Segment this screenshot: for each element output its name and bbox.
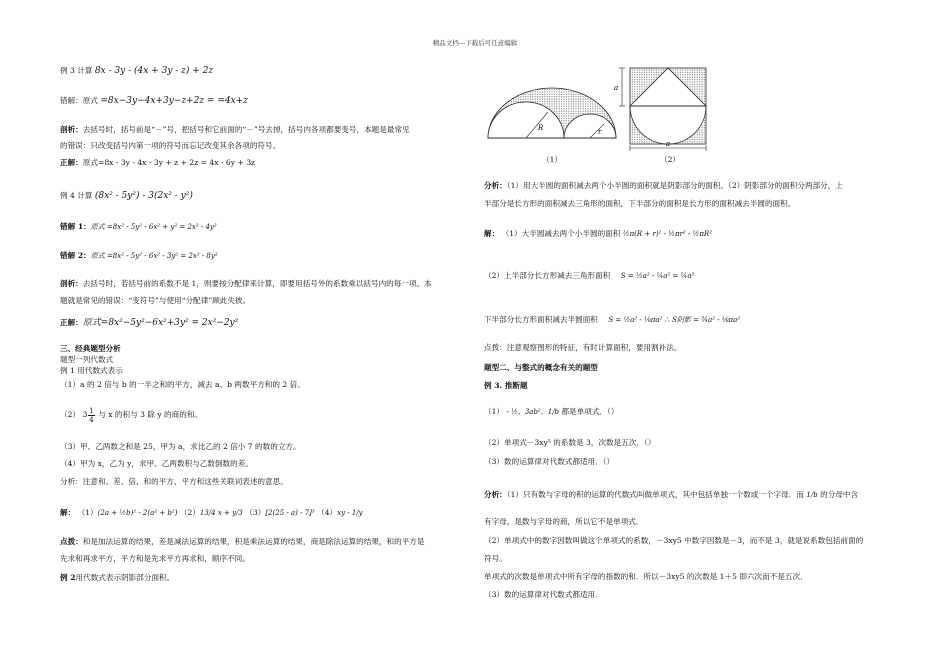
analysis-2-text-a: 去括号时，若括号前的系数不是 1，则要按分配律来计算，即要用括号外的系数乘以括号内的每一项。本 <box>82 279 432 288</box>
right-analysis-text-a: （1）用大半圆的面积减去两个小半圆的面积就是阴影部分的面积。（2）阴影部分的面积分两部分，上 <box>506 181 843 190</box>
tips-label: 点拨： <box>60 537 83 546</box>
wrong-solution-1-label: 错解 1： <box>60 222 91 231</box>
question-type-2: 题型二、与整式的概念有关的题型 <box>484 363 598 372</box>
right-solution-1-expression: ½π(R + r)² - ½πr² - ½πR² <box>622 230 712 238</box>
figure-1-caption: （1） <box>542 155 563 164</box>
right-analysis-2-fraction: 1/b <box>806 491 818 499</box>
question-type-1: 题型一列代数式 <box>60 355 114 364</box>
right-solution-3-expression-b: S阴影 = ¾a² - ⅛πa² <box>672 316 741 324</box>
solution-2-number: （2） <box>179 508 200 517</box>
right-analysis-2-text-d: （2）单项式中的数字因数叫做这个单项式的系数，－3xy5 中数字因数是－3，而不是 3，就是说系数包括前面的 <box>484 536 864 545</box>
example-2-text: 用代数式表示阴影部分面积。 <box>75 573 175 582</box>
fraction-denominator: 4 <box>89 415 94 424</box>
judgement-question-1-text: 都是单项式．（） <box>561 407 619 416</box>
figure-2-caption: （2） <box>660 155 681 164</box>
right-analysis-2-line-a <box>484 487 858 503</box>
right-solution-1-line <box>484 226 712 242</box>
judgement-question-3: （3）数的运算律对代数式都适用．（） <box>484 457 615 466</box>
solution-line <box>60 505 363 521</box>
example-4-label: 例 4 计算 <box>60 191 93 200</box>
analysis-2-label: 剖析： <box>60 279 83 288</box>
question-3: （3）甲、乙两数之和是 25，甲为 a，求比乙的 2 倍小 7 的数的立方。 <box>60 442 301 451</box>
correct-solution-2-label: 正解： <box>60 318 83 327</box>
question-2-number: （2） <box>60 410 81 419</box>
right-solution-2-expression: S = ½a² - ¼a² = ¼a² <box>620 272 695 280</box>
wrong-solution-2-text: 原式 =8x² - 5y² - 6x² - 3y² = 2x² - 8y² <box>90 252 218 260</box>
right-analysis-label: 分析： <box>484 181 507 190</box>
judgement-question-1-number: （1） <box>484 407 505 416</box>
solution-4-expression: xy - 1/y <box>337 509 363 517</box>
right-solution-2-line <box>484 268 694 284</box>
solution-3-number: （3） <box>245 508 266 517</box>
correct-solution-2-text: 原式=8x²−5y²−6x²+3y² = 2x²−2y² <box>82 318 239 328</box>
therefore-symbol: ∴ <box>664 315 670 324</box>
example-3-expression: 8x - 3y - (4x + 3y - z) + 2z <box>94 66 214 76</box>
correct-solution-1-line <box>60 158 255 168</box>
right-analysis-line-a <box>484 181 843 191</box>
right-solution-2-text: （2）上半部分长方形减去三角形面积 <box>484 271 611 280</box>
figure-2-square <box>612 64 712 152</box>
right-analysis-2-text-f: 单项式的次数是单项式中所有字母的指数的和．所以－3xy5 的次数是 1＋5 即六次而不是五次． <box>484 572 808 581</box>
section-3-title: 三、经典题型分析 <box>60 344 121 353</box>
example-2-label: 例 2 <box>60 573 76 582</box>
tips-text-b: 先求和再求平方，平方和是先求平方再求和，顺序不同。 <box>60 554 250 563</box>
right-solution-1-text: （1）大半圆减去两个小半圆的面积 <box>501 229 621 238</box>
question-1: （1）a 的 2 倍与 b 的一半之和的平方，减去 a、b 两数平方和的 2 倍。 <box>60 380 305 389</box>
example-4-expression: (8x² - 5y²) - 3(2x² - y²) <box>94 191 193 201</box>
right-analysis-text-b: 半部分是长方形的面积减去三角形的面积，下半部分的面积是长方形的面积减去半圆的面积。 <box>484 199 796 208</box>
right-solution-3-line <box>484 312 740 328</box>
analysis-2-line-a <box>60 279 432 289</box>
example-4-line <box>60 191 193 201</box>
right-analysis-2-text-a: （1）只有数与字母的积的运算的代数式叫做单项式，其中包括单独一个数或一个字母．而 <box>506 490 804 499</box>
analysis-1-line-a <box>60 125 410 135</box>
page-header: 精品文档---下载后可任意编辑 <box>432 39 518 47</box>
mixed-number-fraction <box>88 407 94 424</box>
correct-solution-1-text: 原式=8x - 3y - 4x - 3y + z + 2z = 4x - 6y + 3z <box>82 158 256 167</box>
wrong-solution-1-text: 原式 =8x² - 5y² - 6x² + y² = 2x² - 4y² <box>90 223 217 231</box>
analysis-2-text-b: 题就是常见的错误：“变符号”与使用“分配律”顾此失彼。 <box>60 296 251 305</box>
right-analysis-2-label: 分析： <box>484 490 507 499</box>
right-solution-label: 解： <box>484 229 500 238</box>
solution-2-expression: 13/4 x + y/3 <box>199 509 243 517</box>
question-4: （4）甲为 x，乙为 y，求甲、乙两数积与乙数倒数的差。 <box>60 459 253 468</box>
right-solution-3-expression-a: S = ½a² - ⅛πa² <box>608 316 663 324</box>
example-3-judgement: 例 3. 推断题 <box>484 381 528 390</box>
solution-1-expression: (2a + ½b)² - 2(a² + b²) <box>97 509 178 517</box>
example-3-label: 例 3 计算 <box>60 66 93 75</box>
figure-2-label-bottom: a <box>666 140 671 148</box>
wrong-solution-label: 错解：原式 <box>60 96 98 105</box>
right-analysis-2-text-b: 的分母中含 <box>820 490 859 499</box>
tips-text-a: 和是加法运算的结果，差是减法运算的结果，积是乘法运算的结果，商是除法运算的结果，和的平方是 <box>82 537 425 546</box>
judgement-question-1-expression: - ½、3ab²、1/b <box>506 408 560 416</box>
question-2 <box>60 402 202 428</box>
analysis-1-label: 剖析： <box>60 125 83 134</box>
right-analysis-2-text-e: 符号。 <box>484 554 507 563</box>
mixed-number-integer: 3 <box>82 410 88 419</box>
question-2-text: 与 x 的积与 3 除 y 的商的和。 <box>98 410 203 419</box>
wrong-solution-line <box>60 96 248 106</box>
analysis-3: 分析：注意和、差、倍、和的平方、平方和这些关联词表述的意思。 <box>60 477 288 486</box>
judgement-question-1 <box>484 404 618 420</box>
correct-solution-2-line <box>60 318 238 328</box>
example-1-heading: 例 1 用代数式表示 <box>60 366 123 375</box>
figure-1-semicircles <box>486 86 618 142</box>
analysis-1-text-a: 去括号时，括号前是“－”号，把括号和它前面的“－”号去掉，括号内各项都要变号，本题是最常见 <box>82 125 410 134</box>
right-analysis-2-text-g: （3）数的运算律对代数式都适用． <box>484 590 603 599</box>
solution-1-number: （1） <box>77 508 98 517</box>
analysis-1-text-b: 的错误：只改变括号内第一项的符号而忘记改变其余各项的符号。 <box>60 141 281 150</box>
example-3-line <box>60 66 213 76</box>
right-solution-3-text: 下半部分长方形面积减去半圆面积 <box>484 315 598 324</box>
fraction-numerator: 1 <box>89 406 94 415</box>
wrong-solution-expression: =8x−3y−4x+3y−z+2z = =4x+z <box>100 96 248 106</box>
figure-1-label-R: R <box>538 124 544 132</box>
judgement-question-2: （2）单项式－3xy⁵ 的系数是 3，次数是五次．（） <box>484 438 656 447</box>
solution-4-number: （4） <box>317 508 338 517</box>
wrong-solution-2-line <box>60 251 218 261</box>
figure-2-label-side: a <box>614 84 619 92</box>
right-tips: 点拨：注意观察图形的特征，有时计算面积，要用割补法。 <box>484 343 682 352</box>
correct-solution-1-label: 正解： <box>60 158 83 167</box>
solution-3-expression: [2(25 - a) - 7]³ <box>265 509 315 517</box>
wrong-solution-1-line <box>60 222 217 232</box>
wrong-solution-2-label: 错解 2： <box>60 251 91 260</box>
right-analysis-2-text-c: 有字母，是数与字母的商，所以它不是单项式． <box>484 517 644 526</box>
tips-line-a <box>60 537 425 547</box>
figure-1-label-r: r <box>598 128 602 136</box>
example-2-line <box>60 573 174 583</box>
solution-label: 解： <box>60 508 76 517</box>
